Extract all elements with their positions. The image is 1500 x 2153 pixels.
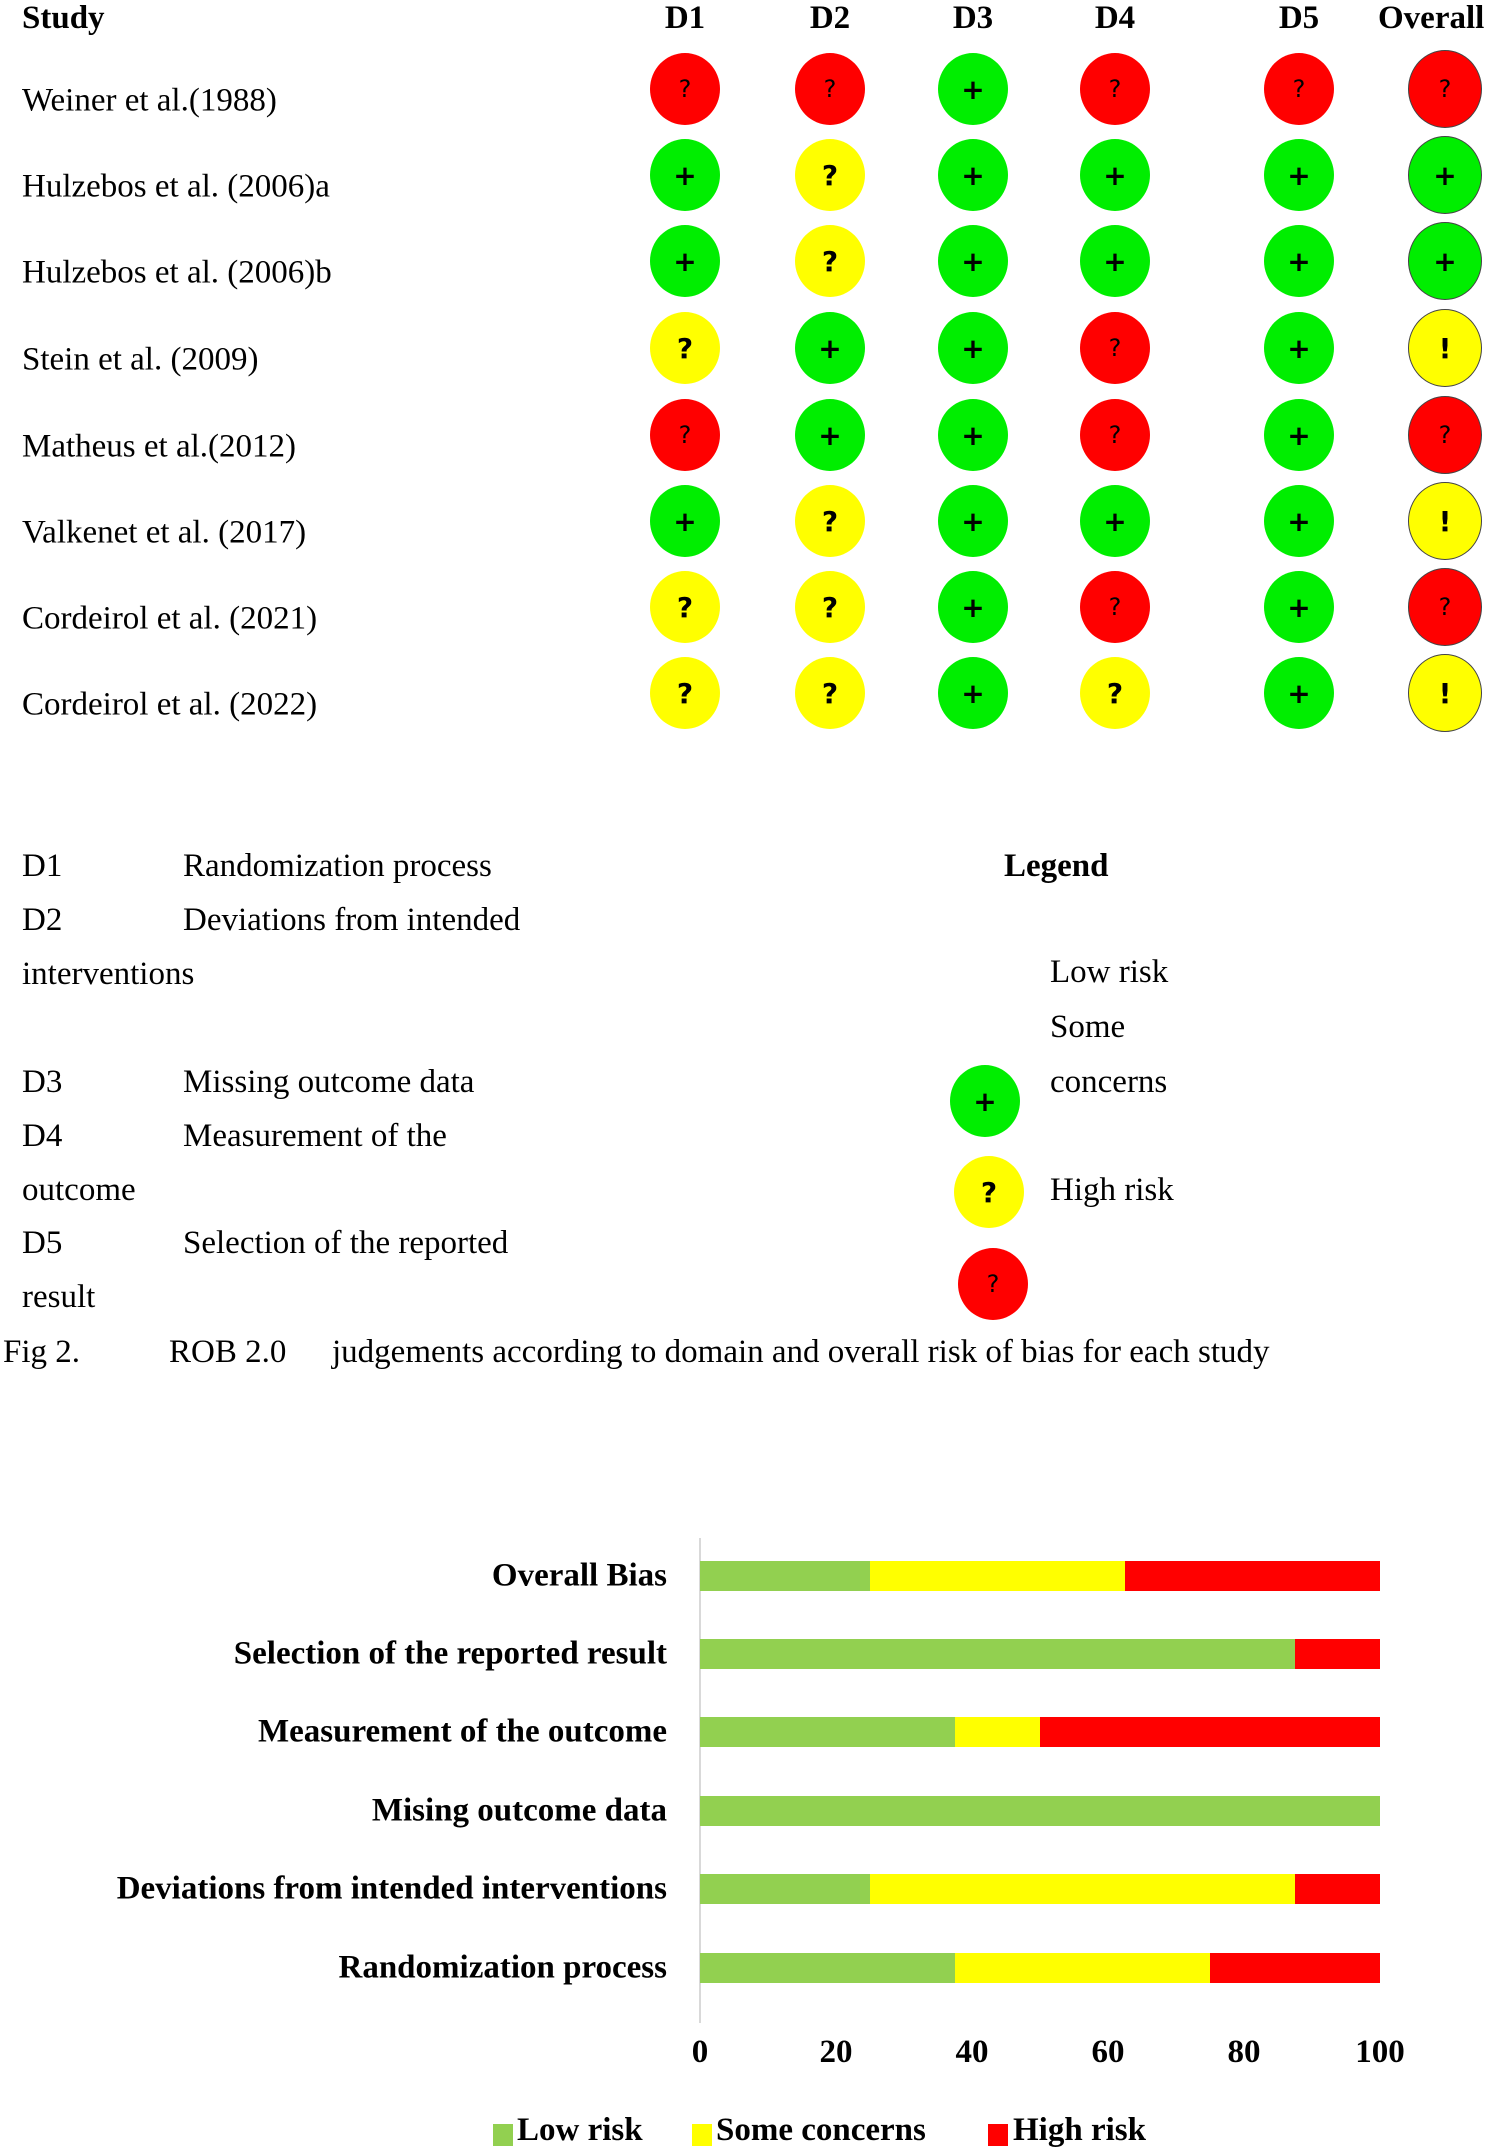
bar-segment-low-risk xyxy=(700,1796,1380,1826)
legend-swatch xyxy=(692,2124,712,2146)
domain-low-risk-plus-icon: + xyxy=(938,312,1008,384)
domain-label: Selection of the reported xyxy=(183,1225,509,1261)
domain-some-risk-question-icon: ? xyxy=(650,657,720,729)
domain-some-risk-question-icon: ? xyxy=(795,571,865,643)
study-name: Cordeirol et al. (2022) xyxy=(22,686,318,723)
domain-high-risk-question-icon: ? xyxy=(1080,571,1150,643)
domain-low-risk-plus-icon: + xyxy=(938,139,1008,211)
y-axis-line xyxy=(699,1538,701,2023)
domain-low-risk-plus-icon: + xyxy=(1264,399,1334,471)
domain-low-risk-plus-icon: + xyxy=(938,53,1008,125)
high-risk-question-icon: ? xyxy=(958,1248,1028,1320)
domain-label-cont: interventions xyxy=(22,956,195,992)
overall-high-risk-question-icon: ? xyxy=(1408,568,1482,646)
bar-segment-high-risk xyxy=(1295,1874,1380,1904)
domain-label-cont: outcome xyxy=(22,1172,136,1208)
low-risk-plus-icon: + xyxy=(950,1065,1020,1137)
category-label: Mising outcome data xyxy=(371,1792,667,1829)
domain-some-risk-question-icon: ? xyxy=(650,312,720,384)
domain-low-risk-plus-icon: + xyxy=(938,399,1008,471)
domain-low-risk-plus-icon: + xyxy=(1264,312,1334,384)
legend-label: Low risk xyxy=(517,2112,643,2148)
bar-segment-low-risk xyxy=(700,1874,870,1904)
domain-low-risk-plus-icon: + xyxy=(1080,225,1150,297)
column-header-d5: D5 xyxy=(1278,0,1320,36)
study-name: Matheus et al.(2012) xyxy=(22,428,297,465)
x-tick-label: 40 xyxy=(955,2034,989,2070)
column-header-d1: D1 xyxy=(664,0,706,36)
category-label: Selection of the reported result xyxy=(233,1635,667,1672)
domain-some-risk-question-icon: ? xyxy=(795,225,865,297)
domain-low-risk-plus-icon: + xyxy=(938,485,1008,557)
bar-segment-low-risk xyxy=(700,1717,955,1747)
column-header-d2: D2 xyxy=(809,0,851,36)
domain-low-risk-plus-icon: + xyxy=(795,312,865,384)
bar-segment-low-risk xyxy=(700,1639,1295,1669)
study-name: Weiner et al.(1988) xyxy=(22,82,277,119)
domain-high-risk-question-icon: ? xyxy=(1080,53,1150,125)
study-name: Hulzebos et al. (2006)b xyxy=(22,254,332,291)
domain-some-risk-question-icon: ? xyxy=(1080,657,1150,729)
caption-tool: ROB 2.0 xyxy=(169,1334,287,1370)
x-tick-label: 100 xyxy=(1355,2034,1405,2070)
bar-segment-low-risk xyxy=(700,1561,870,1591)
domain-low-risk-plus-icon: + xyxy=(1264,571,1334,643)
x-tick-label: 60 xyxy=(1091,2034,1125,2070)
domain-high-risk-question-icon: ? xyxy=(1080,312,1150,384)
domain-some-risk-question-icon: ? xyxy=(650,571,720,643)
study-name: Cordeirol et al. (2021) xyxy=(22,600,318,637)
study-name: Stein et al. (2009) xyxy=(22,341,259,378)
domain-low-risk-plus-icon: + xyxy=(1080,139,1150,211)
overall-low-risk-plus-icon: + xyxy=(1408,136,1482,214)
domain-low-risk-plus-icon: + xyxy=(1080,485,1150,557)
overall-high-risk-question-icon: ? xyxy=(1408,396,1482,474)
bar-segment-high-risk xyxy=(1210,1953,1380,1983)
bar-segment-high-risk xyxy=(1125,1561,1380,1591)
domain-low-risk-plus-icon: + xyxy=(938,225,1008,297)
overall-some-risk-exclamation-icon: ! xyxy=(1408,309,1482,387)
category-label: Deviations from intended interventions xyxy=(116,1870,667,1907)
column-header-study: Study xyxy=(22,0,105,36)
domain-low-risk-plus-icon: + xyxy=(1264,139,1334,211)
domain-some-risk-question-icon: ? xyxy=(795,657,865,729)
legend-title: Legend xyxy=(1004,848,1109,884)
legend-some-label: Some xyxy=(1050,1009,1126,1045)
domain-high-risk-question-icon: ? xyxy=(650,53,720,125)
domain-label: Randomization process xyxy=(183,848,492,884)
legend-label: High risk xyxy=(1013,2112,1146,2148)
bar-segment-low-risk xyxy=(700,1953,955,1983)
legend-high-label: High risk xyxy=(1050,1172,1174,1208)
category-label: Randomization process xyxy=(338,1949,667,1986)
column-header-overall: Overall xyxy=(1378,0,1485,36)
x-tick-label: 20 xyxy=(819,2034,853,2070)
x-tick-label: 80 xyxy=(1227,2034,1261,2070)
domain-code: D5 xyxy=(22,1225,63,1261)
domain-low-risk-plus-icon: + xyxy=(938,571,1008,643)
study-name: Hulzebos et al. (2006)a xyxy=(22,168,330,205)
domain-low-risk-plus-icon: + xyxy=(1264,657,1334,729)
bar-segment-high-risk xyxy=(1295,1639,1380,1669)
domain-code: D2 xyxy=(22,902,63,938)
domain-low-risk-plus-icon: + xyxy=(938,657,1008,729)
column-header-d4: D4 xyxy=(1094,0,1136,36)
domain-low-risk-plus-icon: + xyxy=(1264,485,1334,557)
domain-high-risk-question-icon: ? xyxy=(1080,399,1150,471)
bar-segment-some-concerns xyxy=(870,1874,1295,1904)
domain-code: D4 xyxy=(22,1118,63,1154)
legend-swatch xyxy=(493,2124,513,2146)
domain-low-risk-plus-icon: + xyxy=(650,485,720,557)
domain-label: Deviations from intended xyxy=(183,902,521,938)
domain-high-risk-question-icon: ? xyxy=(1264,53,1334,125)
column-header-d3: D3 xyxy=(952,0,994,36)
domain-low-risk-plus-icon: + xyxy=(795,399,865,471)
overall-high-risk-question-icon: ? xyxy=(1408,50,1482,128)
domain-low-risk-plus-icon: + xyxy=(650,225,720,297)
domain-high-risk-question-icon: ? xyxy=(795,53,865,125)
caption-fig-number: Fig 2. xyxy=(3,1334,81,1370)
x-tick-label: 0 xyxy=(691,2034,709,2070)
some-concerns-question-icon: ? xyxy=(954,1156,1024,1228)
domain-high-risk-question-icon: ? xyxy=(650,399,720,471)
domain-low-risk-plus-icon: + xyxy=(1264,225,1334,297)
domain-label: Missing outcome data xyxy=(183,1064,475,1100)
bar-segment-high-risk xyxy=(1040,1717,1380,1747)
legend-swatch xyxy=(988,2124,1008,2146)
domain-some-risk-question-icon: ? xyxy=(795,139,865,211)
domain-some-risk-question-icon: ? xyxy=(795,485,865,557)
domain-code: D1 xyxy=(22,848,63,884)
domain-label-cont: result xyxy=(22,1279,96,1315)
bar-segment-some-concerns xyxy=(955,1953,1210,1983)
domain-code: D3 xyxy=(22,1064,63,1100)
category-label: Measurement of the outcome xyxy=(257,1713,667,1750)
domain-low-risk-plus-icon: + xyxy=(650,139,720,211)
caption-text: judgements according to domain and overall risk of bias for each study xyxy=(332,1334,1270,1370)
study-name: Valkenet et al. (2017) xyxy=(22,514,307,551)
bar-segment-some-concerns xyxy=(870,1561,1125,1591)
domain-label: Measurement of the xyxy=(183,1118,447,1154)
legend-some-label-cont: concerns xyxy=(1050,1064,1168,1100)
overall-some-risk-exclamation-icon: ! xyxy=(1408,482,1482,560)
bar-segment-some-concerns xyxy=(955,1717,1040,1747)
category-label: Overall Bias xyxy=(491,1557,667,1594)
overall-low-risk-plus-icon: + xyxy=(1408,222,1482,300)
overall-some-risk-exclamation-icon: ! xyxy=(1408,654,1482,732)
legend-low-label: Low risk xyxy=(1050,954,1169,990)
legend-label: Some concerns xyxy=(716,2112,926,2148)
